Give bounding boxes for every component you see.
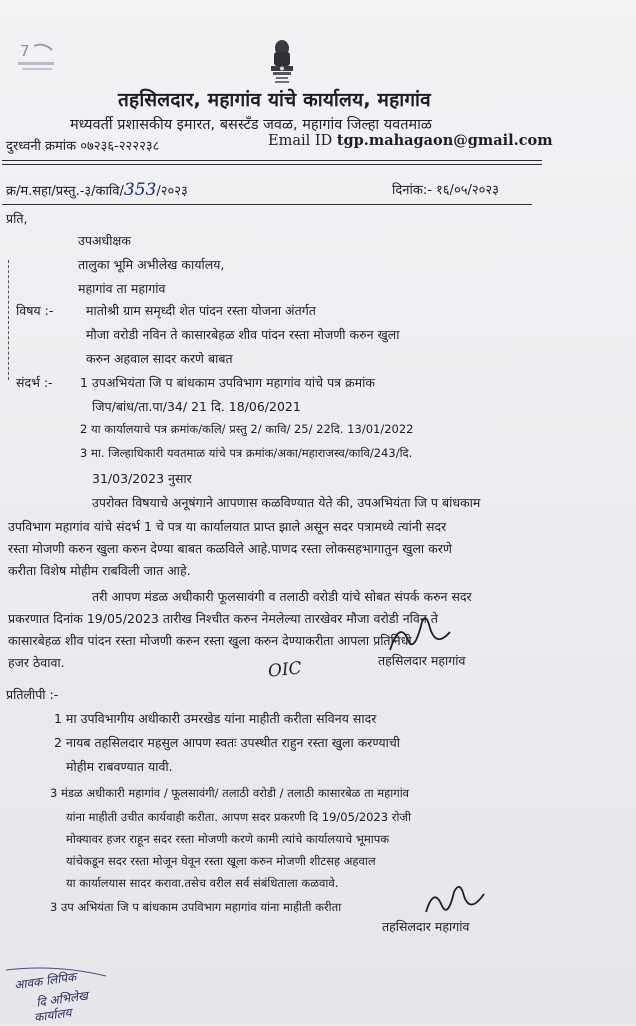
margin-line — [8, 260, 9, 380]
subject-line-3: करुन अहवाल सादर करणे बाबत — [86, 351, 233, 366]
body-p2-line-4: हजर ठेवावा. — [8, 655, 65, 670]
office-address: मध्यवर्ती प्रशासकीय इमारत, बसस्टँड जवळ, महागांव जिल्हा यवतमाळ — [70, 117, 432, 133]
ref-divider — [2, 204, 532, 205]
copy-4: 3 उप अभियंता जि प बांधकाम उपविभाग महागांव यांना माहीती करीता — [50, 900, 342, 914]
copy-3b: यांना माहीती उचीत कार्यवाही करीता. आपण सदर प्रकरणी दि 19/05/2023 रोजी — [66, 810, 411, 824]
subject-label: विषय :- — [16, 303, 54, 318]
office-title: तहसिलदार, महागांव यांचे कार्यालय, महागांव — [118, 89, 431, 111]
subject-line-2: मौजा वरोडी नविन ते कासारबेहळ शीव पांदन रस्ता मोजणी करुन खुला — [86, 327, 400, 342]
reference-1a: 1 उपअभियंता जि प बांधकाम उपविभाग महागांव यांचे पत्र क्रमांक — [80, 375, 375, 390]
reference-2: 2 या कार्यालयाचे पत्र क्रमांक/कलि/ प्रस्तु 2/ कावि/ 25/ 22दि. 13/01/2022 — [80, 422, 414, 436]
header-divider — [2, 160, 542, 161]
to-line-2: तालुका भूमि अभीलेख कार्यालय, — [78, 257, 225, 272]
reference-1b: जिप/बांध/ता.पा/34/ 21 दि. 18/06/2021 — [92, 399, 301, 414]
copy-1: 1 मा उपविभागीय अधीकारी उमरखेड यांना माहीती करीता सविनय सादर — [54, 711, 377, 726]
copy-3e: या कार्यालयास सादर करावा.तसेच वरील सर्व संबंधिताला कळवावे. — [66, 876, 339, 890]
body-p1-line-1: उपरोक्त विषयाचे अनूषंगाने आपणास कळविण्यात येते की, उपअभियंता जि प बांधकाम — [92, 495, 481, 510]
body-p1-line-4: करीता विशेष मोहीम राबविली जात आहे. — [8, 563, 191, 578]
to-line-1: उपअधीक्षक — [78, 233, 131, 248]
copy-3c: मोक्यावर हजर राहून सदर रस्ता मोजणी करणे कामी त्यांचे कार्यालयाचे भूमापक — [66, 832, 390, 846]
handwritten-oic-note: OIC — [267, 658, 303, 682]
handwritten-number: 353 — [123, 180, 157, 200]
signature-2-designation: तहसिलदार महागांव — [382, 919, 470, 934]
copy-2a: 2 नायब तहसिलदार महसुल आपण स्वतः उपस्थीत राहुन रस्ता खुला करण्याची — [54, 735, 401, 750]
signature-1-designation: तहसिलदार महागांव — [378, 653, 466, 668]
stamp-line-2: दि अभिलेख — [35, 988, 89, 1010]
header-divider — [2, 164, 542, 165]
body-p2-line-2: प्रकरणात दिनांक 19/05/2023 तारीख निश्चीत करुन नेमलेल्या तारखेवर मौजा वरोडी नविन ते — [8, 611, 438, 626]
office-email — [268, 132, 553, 149]
national-emblem-icon — [263, 38, 301, 86]
to-line-3: महागांव ता महागांव — [78, 281, 166, 296]
email-label: Email ID — [268, 133, 333, 149]
body-p1-line-2: उपविभाग महागांव यांचे संदर्भ 1 चे पत्र या कार्यालयात प्राप्त झाले असून सदर पत्रामध्ये त्यांनी सदर — [8, 519, 447, 534]
stamp-line-1: आवक लिपिक — [13, 969, 78, 993]
email-address: tgp.mahagaon@gmail.com — [336, 132, 553, 149]
reference-number: क्र/म.सहा/प्रस्तु.-३/कावि/353/२०२३ — [6, 180, 188, 200]
reference-3a: 3 मा. जिल्हाधिकारी यवतमाळ यांचे पत्र क्रमांक/अका/महाराजस्व/कावि/243/दि. — [80, 446, 413, 460]
svg-text:7: 7 — [20, 42, 30, 60]
subject-line-1: मातोश्री ग्राम समृध्दी शेत पांदन रस्ता योजना अंतर्गत — [86, 303, 316, 318]
signature-mark-2 — [420, 878, 490, 922]
reference-label: संदर्भ :- — [16, 375, 53, 390]
letter-date: दिनांक:- १६/०५/२०२३ — [392, 183, 499, 198]
azadi-amrit-mahotsav-logo — [14, 40, 66, 80]
copies-label: प्रतिलीपी :- — [6, 687, 59, 702]
office-phone: दुरध्वनी क्रमांक ०७२३६-२२२२३८ — [6, 139, 160, 154]
copy-2b: मोहीम राबवण्यात यावी. — [66, 759, 173, 774]
body-p2-line-1: तरी आपण मंडळ अधीकारी फूलसावंगी व तलाठी वरोडी यांचे सोबत संपर्क करुन सदर — [92, 589, 472, 604]
body-p2-line-3: कासारबेहळ शीव पांदन रस्ता मोजणी करुन रस्ता खुला करुन देण्याकरीता आपला प्रतिनिधी — [8, 633, 412, 648]
body-p1-line-3: रस्ता मोजणी करुन खुला करुन देण्या बाबत कळविले आहे.पाणद रस्ता लोकसहभागातुन खुला करणे — [8, 541, 452, 556]
copy-3a: 3 मंडळ अधीकारी महागांव / फूलसावंगी/ तलाठी वरोडी / तलाठी कासारबेळ ता महागांव — [50, 786, 410, 800]
copy-3d: यांचेकडून सदर रस्ता मोजून घेवून रस्ता खूला करुन मोजणी शीटसह अहवाल — [66, 854, 376, 868]
stamp-line-3: कार्यालय — [33, 1005, 73, 1025]
reference-3b: 31/03/2023 नुसार — [92, 471, 192, 486]
prati-label: प्रति, — [6, 211, 28, 226]
